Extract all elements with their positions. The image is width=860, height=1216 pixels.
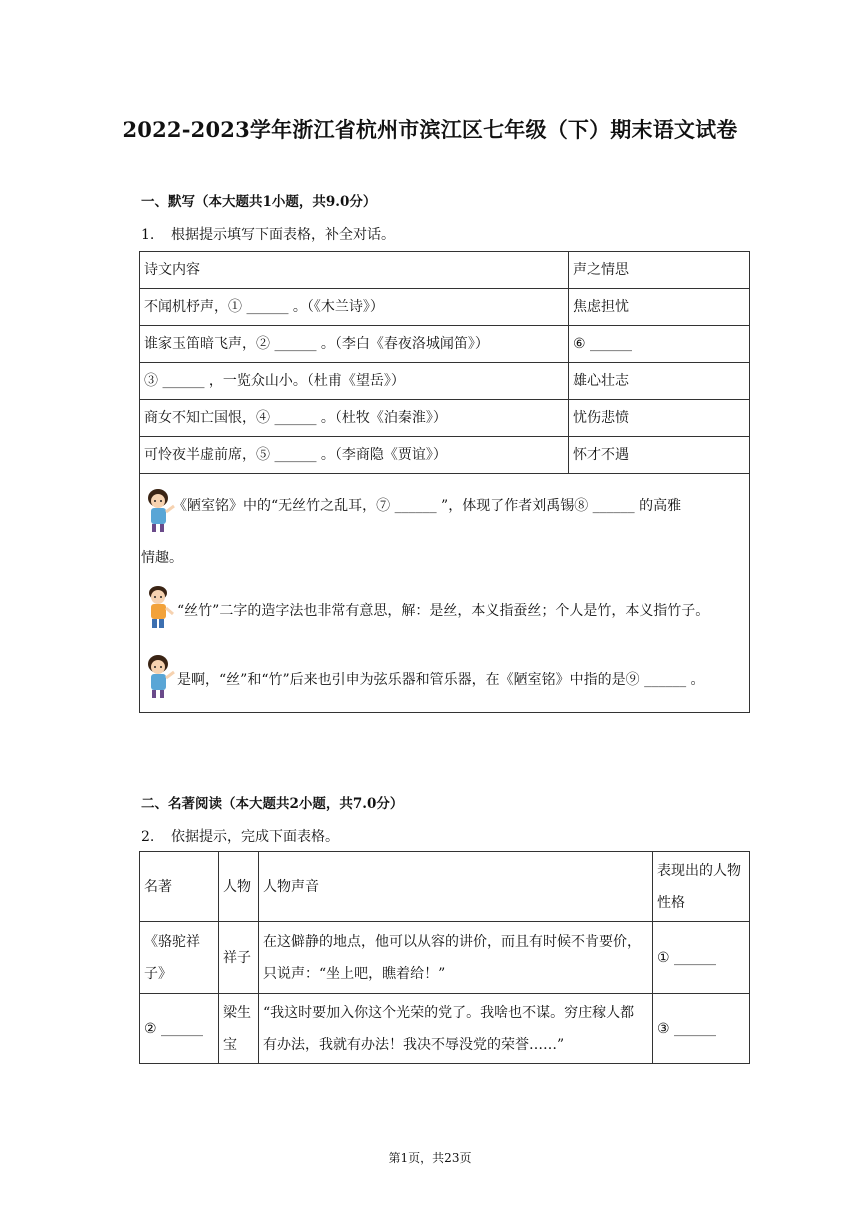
section-heading: 二、名著阅读（本大题共2小题，共7.0分） xyxy=(141,796,404,812)
table-header-cell: 声之情思 xyxy=(569,252,750,289)
table-cell: ① ______ xyxy=(653,922,750,994)
table-header-cell: 人物声音 xyxy=(259,852,653,922)
table-row xyxy=(140,400,750,437)
table-cell: 《骆驼祥子》 xyxy=(140,922,219,994)
dialogue-row xyxy=(140,474,750,713)
page-title: 2022-2023学年浙江省杭州市滨江区七年级（下）期末语文试卷 xyxy=(122,117,738,142)
dialogue-line: 《陋室铭》中的“无丝竹之乱耳，⑦ ______ ”，体现了作者刘禹锡⑧ ______ 的高雅 xyxy=(173,498,682,514)
table-cell: 谁家玉笛暗飞声，② ______ 。（李白《春夜洛城闻笛》） xyxy=(140,326,569,363)
table-header-cell: 人物 xyxy=(219,852,259,922)
fill-in-table xyxy=(139,251,750,713)
table-header-row xyxy=(140,852,750,922)
question-text: 根据提示填写下面表格，补全对话。 xyxy=(171,227,395,243)
table-row xyxy=(140,437,750,474)
table-row xyxy=(140,363,750,400)
page-footer: 第1页，共23页 xyxy=(388,1151,472,1165)
table-cell: 可怜夜半虚前席，⑤ ______ 。（李商隐《贾谊》） xyxy=(140,437,569,474)
table-header-row xyxy=(140,252,750,289)
table-cell: 在这僻静的地点，他可以从容的讲价，而且有时候不肯要价，只说声：“坐上吧，瞧着给！” xyxy=(259,922,653,994)
table-row xyxy=(140,289,750,326)
question-number: 1. xyxy=(141,227,155,243)
dialogue-box xyxy=(140,474,749,712)
table-cell: 焦虑担忧 xyxy=(569,289,750,326)
table-cell: ⑥ ______ xyxy=(569,326,750,363)
dialogue-line: “丝竹”二字的造字法也非常有意思，解：是丝，本义指蚕丝；个人是竹，本义指竹子。 xyxy=(177,603,710,619)
dialogue-line: 情趣。 xyxy=(141,550,183,566)
question-2 xyxy=(141,826,339,846)
book-table xyxy=(139,851,750,1064)
table-row xyxy=(140,922,750,994)
question-text: 依据提示，完成下面表格。 xyxy=(171,829,339,845)
dialogue-line: 是啊，“丝”和“竹”后来也引申为弦乐器和管乐器，在《陋室铭》中指的是⑨ ______ 。 xyxy=(177,672,705,688)
dialogue-cell xyxy=(140,474,750,713)
table-cell: ② ______ xyxy=(140,994,219,1064)
question-number: 2. xyxy=(141,829,155,845)
table-cell: 祥子 xyxy=(219,922,259,994)
table-header-cell: 名著 xyxy=(140,852,219,922)
section-heading: 一、默写（本大题共1小题，共9.0分） xyxy=(141,194,377,210)
table-cell: 怀才不遇 xyxy=(569,437,750,474)
table-cell: 不闻机杼声，① ______ 。（《木兰诗》） xyxy=(140,289,569,326)
table-cell: ③ ______ ，一览众山小。（杜甫《望岳》） xyxy=(140,363,569,400)
table-header-cell: 表现出的人物性格 xyxy=(653,852,750,922)
table-header-cell: 诗文内容 xyxy=(140,252,569,289)
table-cell: 梁生宝 xyxy=(219,994,259,1064)
table-cell: 忧伤悲愤 xyxy=(569,400,750,437)
question-1 xyxy=(141,224,395,244)
table-row xyxy=(140,326,750,363)
table-cell: 雄心壮志 xyxy=(569,363,750,400)
table-row xyxy=(140,994,750,1064)
table-cell: “我这时要加入你这个光荣的党了。我啥也不谋。穷庄稼人都有办法，我就有办法！我决不辱没党的荣誉……” xyxy=(259,994,653,1064)
table-cell: 商女不知亡国恨，④ ______ 。（杜牧《泊秦淮》） xyxy=(140,400,569,437)
table-cell: ③ ______ xyxy=(653,994,750,1064)
